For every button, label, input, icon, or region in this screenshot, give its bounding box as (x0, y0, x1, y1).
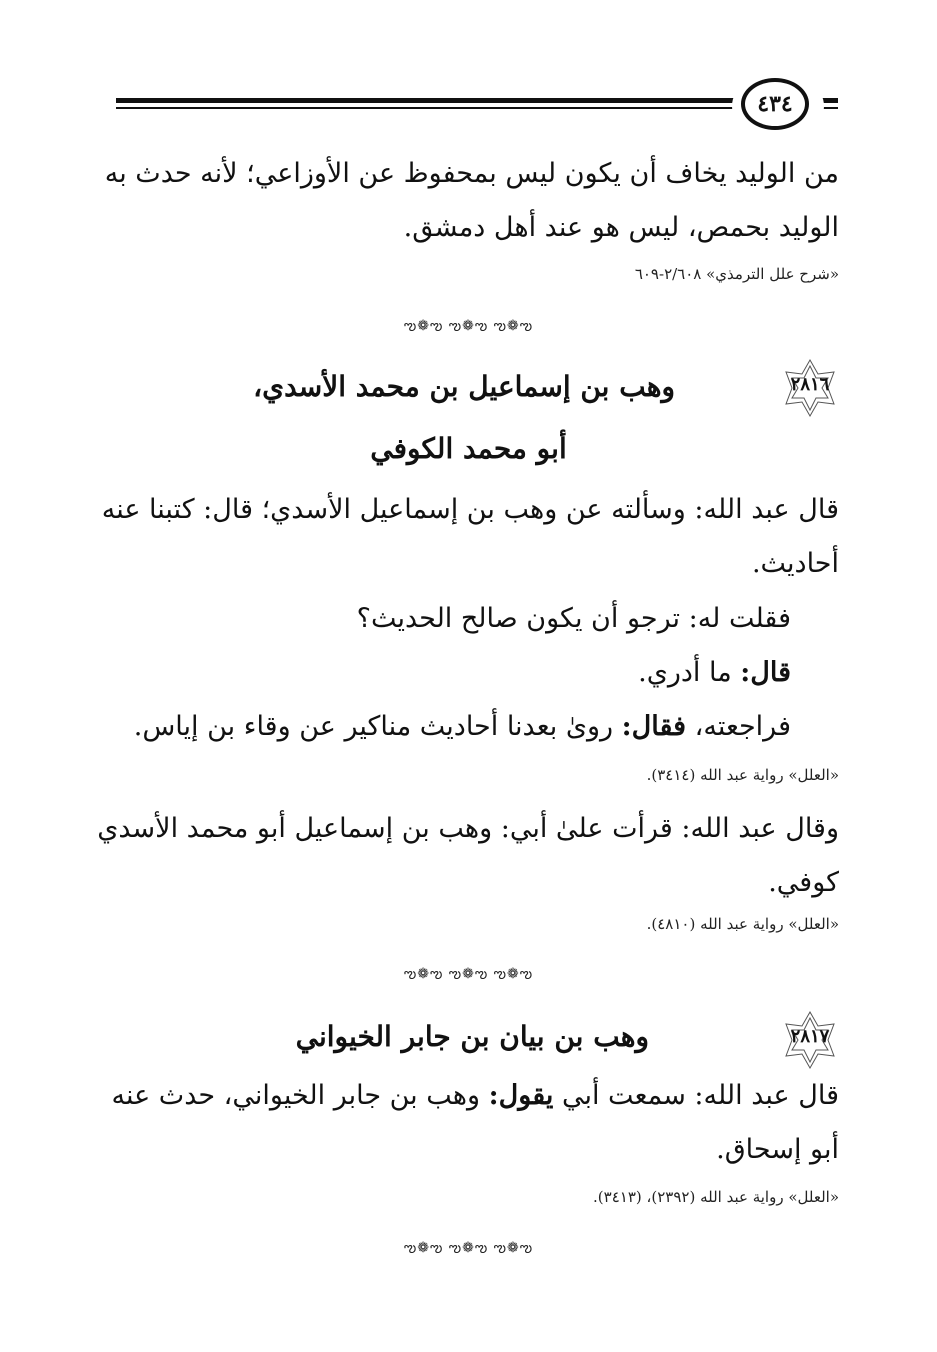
page-number-badge (732, 72, 824, 140)
body-line: من الوليد يخاف أن يكون ليس بمحفوظ عن الأوزاعي؛ لأنه حدث به (104, 158, 839, 189)
entry-number: ٢٨١٧ (790, 1026, 830, 1047)
entry-title: وهب بن بيان بن جابر الخيواني (295, 1020, 649, 1053)
body-line (91, 711, 791, 743)
header-rule (116, 98, 838, 112)
inline-text: قال عبد الله: سمعت أبي (553, 1080, 839, 1111)
ornamental-divider: ఌ❁ఌ ఌ❁ఌ ఌ❁ఌ (403, 1240, 534, 1256)
inline-text: ما أدري. (638, 657, 741, 688)
inline-text: فراجعته، (686, 711, 791, 742)
body-line: الوليد بحمص، ليس هو عند أهل دمشق. (403, 212, 839, 243)
header-rule-thick (116, 98, 838, 103)
body-line: أحاديث. (751, 548, 839, 579)
source-citation: «العلل» رواية عبد الله (٣٤١٤). (646, 766, 839, 784)
body-line: وقال عبد الله: قرأت علىٰ أبي: وهب بن إسماعيل أبو محمد الأسدي (97, 813, 839, 844)
source-citation: «شرح علل الترمذي» ٢/٦٠٨-٦٠٩ (634, 265, 839, 283)
inline-text: وهب بن جابر الخيواني، حدث عنه (111, 1080, 489, 1111)
entry-number: ٢٨١٦ (790, 374, 830, 395)
header-rule-thin (116, 107, 838, 109)
entry-number-badge (778, 1008, 842, 1072)
speaker-label: يقول: (488, 1080, 554, 1111)
entry-title: وهب بن إسماعيل بن محمد الأسدي، (253, 370, 675, 403)
ornamental-divider: ఌ❁ఌ ఌ❁ఌ ఌ❁ఌ (403, 966, 534, 982)
body-line: كوفي. (768, 867, 839, 898)
entry-title-kunya: أبو محمد الكوفي (370, 432, 567, 465)
body-line: فقلت له: ترجو أن يكون صالح الحديث؟ (356, 603, 791, 634)
speaker-label: قال: (740, 657, 791, 688)
inline-text: روىٰ بعدنا أحاديث مناكير عن وقاء بن إياس. (133, 711, 622, 742)
body-line (91, 657, 791, 689)
body-line: قال عبد الله: وسألته عن وهب بن إسماعيل الأسدي؛ قال: كتبنا عنه (101, 494, 839, 525)
ornamental-divider: ఌ❁ఌ ఌ❁ఌ ఌ❁ఌ (403, 318, 534, 334)
body-line: أبو إسحاق. (716, 1134, 839, 1165)
speaker-label: فقال: (621, 711, 687, 742)
source-citation: «العلل» رواية عبد الله (٢٣٩٢)، (٣٤١٣). (593, 1188, 839, 1206)
body-line (99, 1080, 839, 1112)
page-number: ٤٣٤ (741, 78, 809, 130)
entry-number-badge (778, 356, 842, 420)
source-citation: «العلل» رواية عبد الله (٤٨١٠). (646, 915, 839, 933)
